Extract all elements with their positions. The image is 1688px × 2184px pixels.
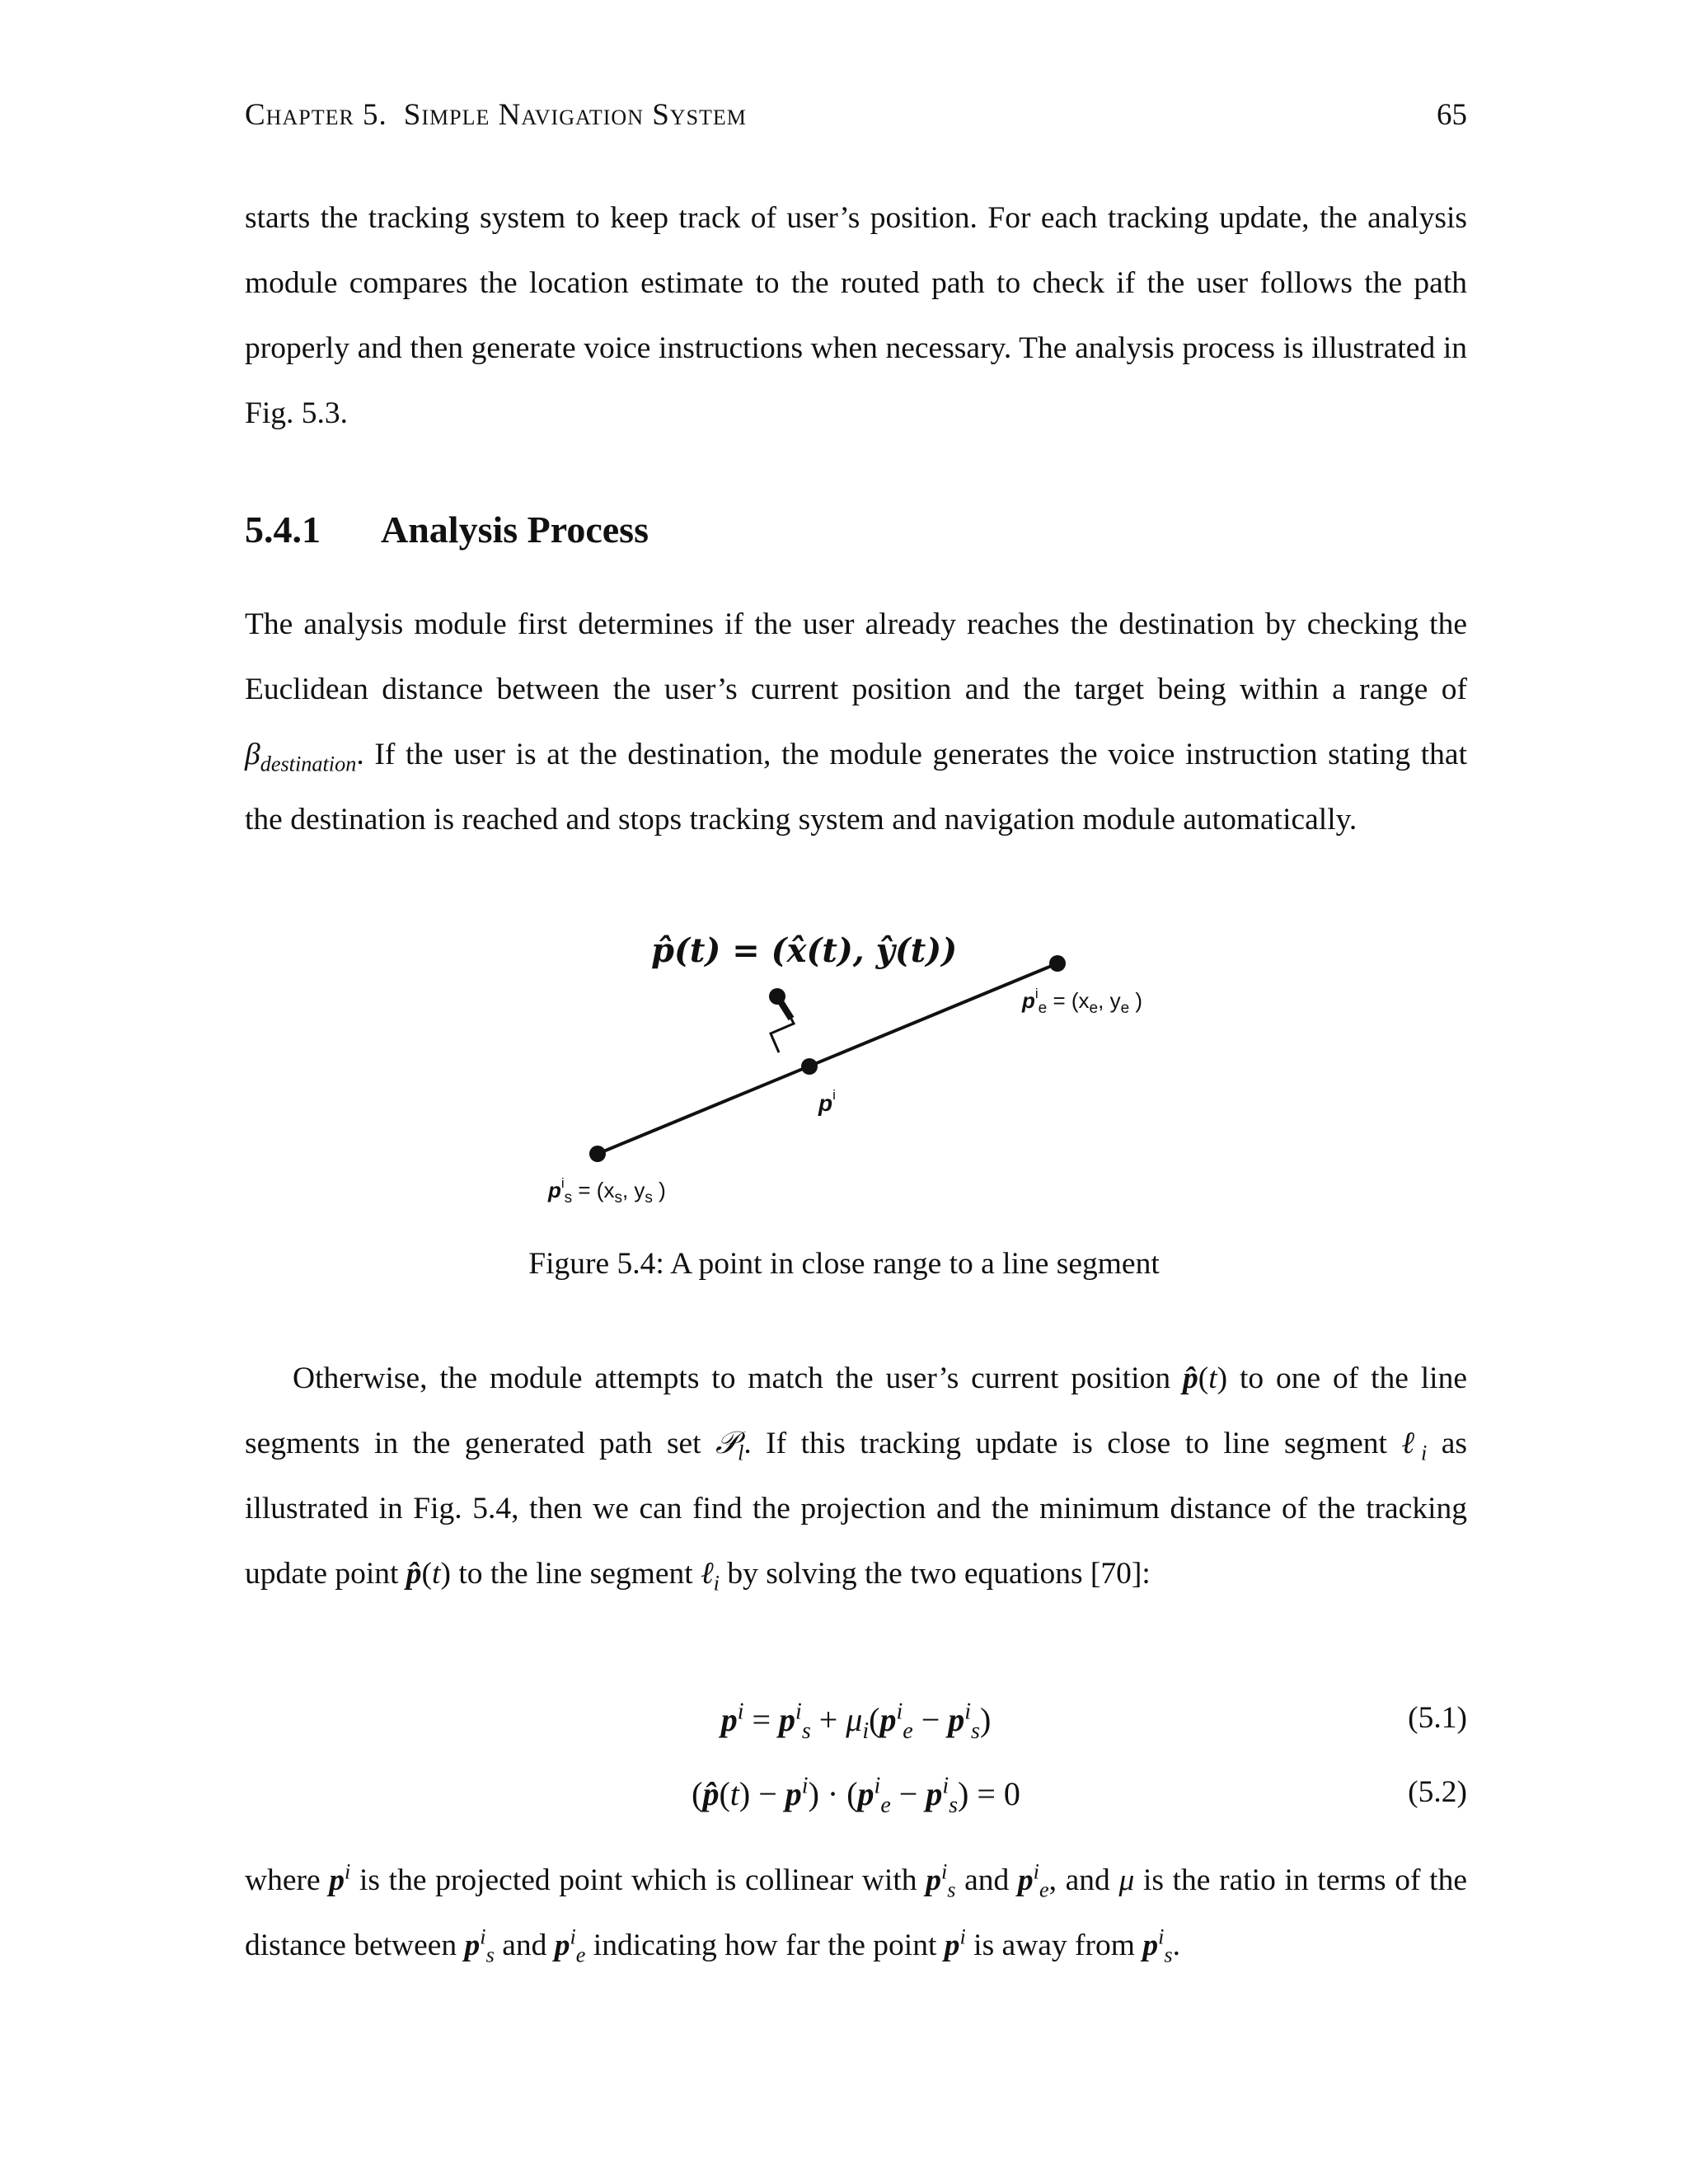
p4-text-7: indicating how far the point	[585, 1929, 945, 1962]
beta-symbol	[245, 738, 357, 776]
start-sub: s	[564, 1189, 573, 1207]
chapter-label: Chapter 5.	[245, 98, 387, 132]
p3-text-3: . If this tracking update is close to line segment	[743, 1427, 1402, 1460]
start-y: , y	[621, 1178, 645, 1202]
line-segment	[598, 963, 1057, 1154]
paragraph-3: Otherwise, the module attempts to match the user’s current position p̂(t) to one of the line segments in the generated path set 𝒫$_l$. If this tracking update is close to line segment ℓ$_i$ as illustrated in Fig. 5.4, then we can find the projection and the minimum distance of the tracking update point p̂(t) to the line segment ℓ$_i$ by solving the two equations [70]:	[245, 1361, 1468, 1596]
end-sub: e	[1038, 1000, 1048, 1017]
figure-caption: Figure 5.4: A point in close range to a line segment	[528, 1247, 1160, 1281]
section-text-1: The analysis module first determines if the user already reaches the destination by checking the Euclidean distance between the user’s current position and the target being within a range of	[245, 607, 1467, 706]
p3-text-2: to one of the line segments in the generated path set	[245, 1361, 1467, 1460]
p4-text-1: where	[245, 1863, 330, 1897]
start-point-label: $p^i_s = (x_s$, $y_s$ )	[548, 1175, 666, 1207]
projected-point-dot	[801, 1058, 818, 1075]
tracking-point-label: p̂(t) = (x̂(t), ŷ(t))	[651, 931, 958, 970]
mid-sup: i	[832, 1087, 836, 1103]
intro-paragraph: starts the tracking system to keep track of user’s position. For each tracking update, the analysis module compares the location estimate to the routed path to check if the user follows the path properly and then generate voice instructions when necessary. The analysis process is illustrated in Fig. 5.3.	[245, 201, 1467, 430]
p4-text-8: is away from	[965, 1929, 1143, 1962]
equation-5-2	[245, 1774, 1467, 1832]
equation-5-1-body: $p^i = p^i_s + \mu_i(p^i_e - p^i_s)$	[720, 1699, 992, 1744]
start-coords: = (x	[572, 1178, 615, 1202]
page-number: 65	[1437, 98, 1467, 132]
p4-text-2: is the projected point which is collinear with	[350, 1863, 926, 1897]
p4-text-5: is the ratio in terms of the distance between	[245, 1863, 1467, 1962]
p3-text-1: Otherwise, the module attempts to match the user’s current position	[293, 1361, 1183, 1395]
start-point-dot	[589, 1146, 606, 1162]
tracking-point-dot	[769, 988, 785, 1005]
equation-5-1	[245, 1700, 1467, 1758]
chapter-heading	[245, 97, 747, 133]
projected-point-label	[818, 1087, 836, 1116]
beta-symbol-text: β	[245, 738, 260, 771]
beta-subscript: destination	[260, 752, 357, 776]
end-sup: i	[1034, 986, 1039, 1001]
p4-text-6: and	[494, 1929, 555, 1962]
p3-text-4: as illustrated in Fig. 5.4, then we can find the projection and the minimum distance of the tracking update point	[245, 1427, 1468, 1591]
end-p: p	[1022, 988, 1035, 1013]
p3-text-6: by solving the two equations [70]:	[719, 1557, 1151, 1591]
end-y: , y	[1098, 988, 1121, 1013]
equation-number-5-1: (5.1)	[1408, 1701, 1467, 1735]
p3-text-5: to the line segment	[450, 1557, 701, 1591]
section-title: Analysis Process	[381, 509, 649, 551]
end-point-dot	[1049, 955, 1066, 972]
end-y-sub: e	[1120, 1000, 1130, 1017]
section-paragraph	[245, 592, 1467, 852]
p4-text-4: , and	[1048, 1863, 1119, 1897]
mid-p: p	[818, 1090, 833, 1116]
running-header	[245, 97, 1467, 147]
end-point-label: $p^i_e = (x_e$, $y_e$ )	[1022, 986, 1143, 1017]
equation-number-5-2: (5.2)	[1408, 1775, 1467, 1809]
section-heading	[245, 508, 649, 551]
start-y-sub: s	[645, 1189, 653, 1207]
line-segment-figure	[0, 923, 1688, 1236]
section-text-2: . If the user is at the destination, the module generates the voice instruction stating that the destination is reached and stops tracking system and navigation module automatically.	[245, 738, 1467, 837]
chapter-title: Simple Navigation System	[403, 98, 747, 132]
equation-5-2-body: (p̂(t) − $p^i) \cdot (p^i_e - p^i_s) = 0$	[692, 1773, 1020, 1818]
p4-text-3: and	[955, 1863, 1018, 1897]
start-sup: i	[560, 1175, 565, 1191]
end-coords: = (x	[1047, 988, 1090, 1013]
start-p: p	[548, 1178, 561, 1202]
p4-text-9: .	[1172, 1929, 1180, 1962]
section-number: 5.4.1	[245, 509, 321, 551]
paragraph-4: where $p^i$ is the projected point which is collinear with $p^i_s$ and $p^i_e$, and μ is the ratio in terms of the distance between $p^i_s$ and $p^i_e$ indicating how far the point $p^i$ is away from $p^i_s$.	[245, 1859, 1467, 1967]
start-x-sub: s	[614, 1189, 622, 1207]
end-x-sub: e	[1089, 1000, 1099, 1017]
right-angle-marker	[771, 1019, 794, 1052]
